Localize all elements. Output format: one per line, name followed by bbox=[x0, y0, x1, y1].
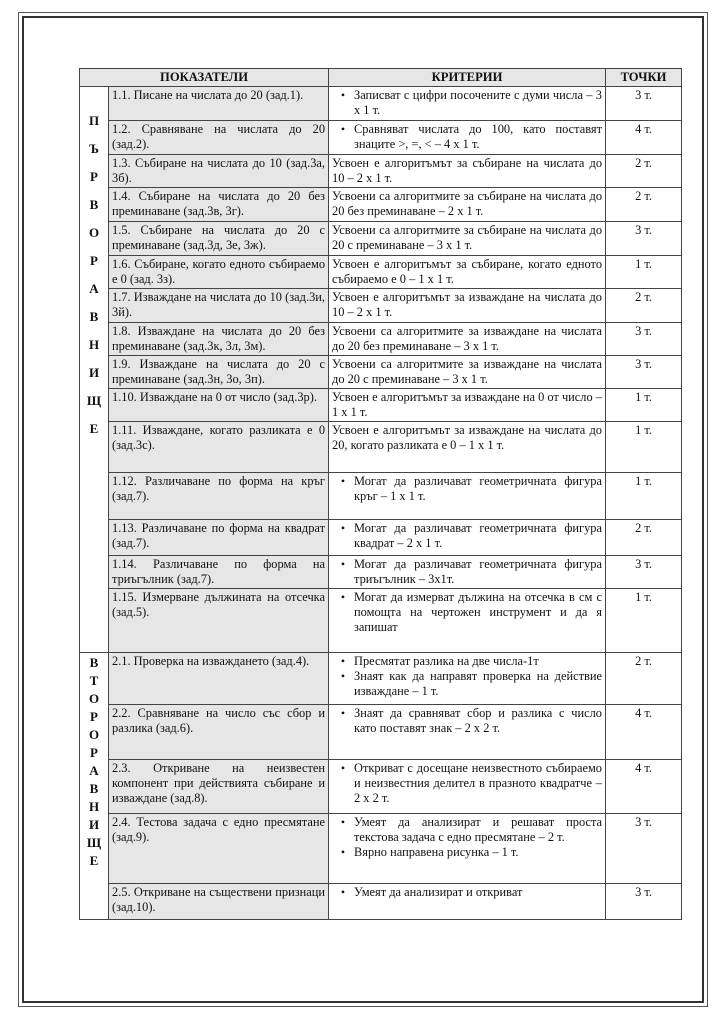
criteria-cell bbox=[329, 121, 606, 155]
criteria-cell bbox=[329, 760, 606, 814]
criteria-text: Вярно направена рисунка – 1 т. bbox=[354, 845, 519, 859]
table-row bbox=[80, 289, 682, 323]
indicator-cell: 2.3. Откриване на неизвестен компонент при действията събиране и изваждане (зад.8). bbox=[109, 760, 329, 814]
header-points: ТОЧКИ bbox=[606, 69, 682, 87]
level-letter: И bbox=[88, 817, 100, 832]
table-row bbox=[80, 87, 682, 121]
criteria-text: Знаят да сравняват сбор и разлика с число като поставят знак – 2 х 2 т. bbox=[354, 706, 603, 735]
criteria-cell bbox=[329, 705, 606, 760]
bullet-icon: • bbox=[340, 557, 346, 571]
level-letter: О bbox=[88, 727, 100, 742]
indicator-cell: 1.14. Различаване по форма на триъгълник (зад.7). bbox=[109, 556, 329, 589]
criteria-cell bbox=[329, 814, 606, 884]
points-cell: 1 т. bbox=[606, 422, 682, 473]
indicator-cell: 1.10. Изваждане на 0 от число (зад.3р). bbox=[109, 389, 329, 422]
criteria-text: Сравняват числата до 100, като поставят знаците >, =, < – 4 х 1 т. bbox=[354, 122, 603, 151]
criteria-text: Усвоени са алгоритмите за събиране на числата до 20 без преминаване – 2 х 1 т. bbox=[332, 189, 603, 218]
criteria-cell bbox=[329, 323, 606, 356]
criteria-cell bbox=[329, 188, 606, 222]
bullet-icon: • bbox=[340, 669, 346, 683]
points-cell: 3 т. bbox=[606, 222, 682, 256]
level-letter: Е bbox=[89, 421, 99, 436]
bullet-icon: • bbox=[340, 885, 346, 899]
level-letter: И bbox=[88, 365, 100, 380]
table-row bbox=[80, 653, 682, 705]
level-letter: Н bbox=[88, 799, 100, 814]
criteria-text: Умеят да анализират и решават проста текстова задача с едно пресмятане – 2 т. bbox=[354, 815, 603, 844]
indicator-cell: 1.7. Изваждане на числата до 10 (зад.3и, 3й). bbox=[109, 289, 329, 323]
indicator-cell: 2.5. Откриване на съществени признаци (зад.10). bbox=[109, 884, 329, 920]
bullet-icon: • bbox=[340, 521, 346, 535]
criteria-bullet-item bbox=[332, 845, 602, 860]
criteria-text: Знаят как да направят проверка на действие изваждане – 1 т. bbox=[354, 669, 603, 698]
criteria-text: Откриват с досещане неизвестното събираемо и неизвестния делител в празното квадратче – 2 х 2 т. bbox=[354, 761, 603, 805]
points-cell: 3 т. bbox=[606, 87, 682, 121]
points-cell: 2 т. bbox=[606, 653, 682, 705]
criteria-bullet-item bbox=[332, 521, 602, 551]
level-letter: Щ bbox=[86, 835, 102, 850]
level-letter: Р bbox=[90, 253, 98, 268]
bullet-icon: • bbox=[340, 815, 346, 829]
criteria-cell bbox=[329, 589, 606, 653]
criteria-text: Записват с цифри посочените с думи числа – 3 х 1 т. bbox=[354, 88, 603, 117]
level-letter: В bbox=[89, 655, 99, 670]
points-cell: 2 т. bbox=[606, 289, 682, 323]
table-row bbox=[80, 356, 682, 389]
table-row bbox=[80, 556, 682, 589]
level-letter: Щ bbox=[86, 393, 102, 408]
table-row bbox=[80, 760, 682, 814]
points-cell: 4 т. bbox=[606, 760, 682, 814]
criteria-bullet-item bbox=[332, 122, 602, 152]
criteria-bullet-item bbox=[332, 761, 602, 806]
criteria-text: Усвоени са алгоритмите за изваждане на числата до 20 с преминаване – 3 х 1 т. bbox=[332, 357, 603, 386]
level-letter: Р bbox=[90, 709, 98, 724]
indicator-cell: 2.2. Сравняване на число със сбор и разлика (зад.6). bbox=[109, 705, 329, 760]
level-letter: Ъ bbox=[89, 141, 99, 156]
indicator-cell: 1.11. Изваждане, когато разликата е 0 (зад.3с). bbox=[109, 422, 329, 473]
table-row bbox=[80, 222, 682, 256]
criteria-text: Могат да различават геометричната фигура триъгълник – 3х1т. bbox=[354, 557, 603, 586]
bullet-icon: • bbox=[340, 122, 346, 136]
criteria-text: Усвоен е алгоритъмът за изваждане на числата до 10 – 2 х 1 т. bbox=[332, 290, 603, 319]
criteria-bullet-item bbox=[332, 885, 602, 900]
level-label-second bbox=[80, 653, 109, 920]
level-letter: О bbox=[88, 691, 100, 706]
bullet-icon: • bbox=[340, 761, 346, 775]
indicator-cell: 1.9. Изваждане на числата до 20 с преминаване (зад.3н, 3о, 3п). bbox=[109, 356, 329, 389]
indicator-cell: 2.4. Тестова задача с едно пресмятане (зад.9). bbox=[109, 814, 329, 884]
header-indicators: ПОКАЗАТЕЛИ bbox=[80, 69, 329, 87]
criteria-text: Умеят да анализират и откриват bbox=[354, 885, 523, 899]
indicator-cell: 1.15. Измерване дължината на отсечка (зад.5). bbox=[109, 589, 329, 653]
table-row bbox=[80, 121, 682, 155]
level-letter: А bbox=[89, 763, 99, 778]
criteria-bullet-item bbox=[332, 88, 602, 118]
indicator-cell: 2.1. Проверка на изваждането (зад.4). bbox=[109, 653, 329, 705]
level-letter: П bbox=[88, 113, 100, 128]
level-letter: А bbox=[89, 281, 99, 296]
criteria-bullet-item bbox=[332, 590, 602, 635]
criteria-cell bbox=[329, 422, 606, 473]
criteria-cell bbox=[329, 222, 606, 256]
criteria-text: Могат да различават геометричната фигура квадрат – 2 х 1 т. bbox=[354, 521, 603, 550]
criteria-text: Пресмятат разлика на две числа-1т bbox=[354, 654, 539, 668]
criteria-bullet-item bbox=[332, 706, 602, 736]
bullet-icon: • bbox=[340, 474, 346, 488]
criteria-text: Усвоен е алгоритъмът за събиране, когато едното събираемо е 0 – 1 х 1 т. bbox=[332, 257, 603, 286]
points-cell: 3 т. bbox=[606, 884, 682, 920]
indicator-cell: 1.13. Различаване по форма на квадрат (зад.7). bbox=[109, 520, 329, 556]
criteria-text: Могат да измерват дължина на отсечка в см с помощта на чертожен инструмент и да я запишат bbox=[354, 590, 603, 634]
table-row bbox=[80, 520, 682, 556]
criteria-cell bbox=[329, 556, 606, 589]
table-header-row bbox=[80, 69, 682, 87]
criteria-text: Усвоен е алгоритъмът за събиране на числата до 10 – 2 х 1 т. bbox=[332, 156, 603, 185]
table-row bbox=[80, 256, 682, 289]
header-criteria: КРИТЕРИИ bbox=[329, 69, 606, 87]
points-cell: 1 т. bbox=[606, 589, 682, 653]
points-cell: 3 т. bbox=[606, 356, 682, 389]
level-label-first bbox=[80, 87, 109, 653]
criteria-cell bbox=[329, 884, 606, 920]
criteria-bullet-item bbox=[332, 654, 602, 669]
level-letter: Е bbox=[89, 853, 99, 868]
indicator-cell: 1.8. Изваждане на числата до 20 без преминаване (зад.3к, 3л, 3м). bbox=[109, 323, 329, 356]
points-cell: 2 т. bbox=[606, 188, 682, 222]
criteria-cell bbox=[329, 289, 606, 323]
criteria-text: Усвоени са алгоритмите за събиране на числата до 20 с преминаване – 3 х 1 т. bbox=[332, 223, 603, 252]
table-row bbox=[80, 188, 682, 222]
points-cell: 4 т. bbox=[606, 705, 682, 760]
table-row bbox=[80, 884, 682, 920]
table-row bbox=[80, 814, 682, 884]
bullet-icon: • bbox=[340, 654, 346, 668]
level-letter: Н bbox=[88, 337, 100, 352]
criteria-cell bbox=[329, 389, 606, 422]
assessment-table bbox=[79, 68, 682, 920]
points-cell: 3 т. bbox=[606, 814, 682, 884]
criteria-text: Усвоен е алгоритъмът за изваждане на 0 от число – 1 х 1 т. bbox=[332, 390, 603, 419]
bullet-icon: • bbox=[340, 88, 346, 102]
level-letter: Т bbox=[89, 673, 99, 688]
points-cell: 1 т. bbox=[606, 389, 682, 422]
table-row bbox=[80, 589, 682, 653]
table-row bbox=[80, 705, 682, 760]
criteria-text: Могат да различават геометричната фигура кръг – 1 х 1 т. bbox=[354, 474, 603, 503]
criteria-cell bbox=[329, 155, 606, 188]
criteria-bullet-item bbox=[332, 815, 602, 845]
indicator-cell: 1.3. Събиране на числата до 10 (зад.3а, 3б). bbox=[109, 155, 329, 188]
points-cell: 1 т. bbox=[606, 473, 682, 520]
level-letter: В bbox=[89, 781, 99, 796]
criteria-cell bbox=[329, 520, 606, 556]
indicator-cell: 1.1. Писане на числата до 20 (зад.1). bbox=[109, 87, 329, 121]
bullet-icon: • bbox=[340, 845, 346, 859]
criteria-cell bbox=[329, 87, 606, 121]
indicator-cell: 1.5. Събиране на числата до 20 с преминаване (зад.3д, 3е, 3ж). bbox=[109, 222, 329, 256]
points-cell: 4 т. bbox=[606, 121, 682, 155]
criteria-bullet-item bbox=[332, 474, 602, 504]
points-cell: 3 т. bbox=[606, 323, 682, 356]
points-cell: 3 т. bbox=[606, 556, 682, 589]
criteria-text: Усвоени са алгоритмите за изваждане на числата до 20 без преминаване – 3 х 1 т. bbox=[332, 324, 603, 353]
indicator-cell: 1.12. Различаване по форма на кръг (зад.7). bbox=[109, 473, 329, 520]
indicator-cell: 1.4. Събиране на числата до 20 без преминаване (зад.3в, 3г). bbox=[109, 188, 329, 222]
criteria-cell bbox=[329, 653, 606, 705]
bullet-icon: • bbox=[340, 706, 346, 720]
level-letter: Р bbox=[90, 169, 98, 184]
criteria-cell bbox=[329, 256, 606, 289]
points-cell: 2 т. bbox=[606, 155, 682, 188]
points-cell: 2 т. bbox=[606, 520, 682, 556]
level-letter: Р bbox=[90, 745, 98, 760]
indicator-cell: 1.6. Събиране, когато едното събираемо е 0 (зад. 3з). bbox=[109, 256, 329, 289]
table-row bbox=[80, 473, 682, 520]
table-row bbox=[80, 323, 682, 356]
level-letter: О bbox=[88, 225, 100, 240]
table-row bbox=[80, 155, 682, 188]
criteria-bullet-item bbox=[332, 669, 602, 699]
level-letter: В bbox=[89, 197, 99, 212]
criteria-bullet-item bbox=[332, 557, 602, 587]
indicator-cell: 1.2. Сравняване на числата до 20 (зад.2). bbox=[109, 121, 329, 155]
criteria-cell bbox=[329, 473, 606, 520]
table-row bbox=[80, 422, 682, 473]
criteria-cell bbox=[329, 356, 606, 389]
points-cell: 1 т. bbox=[606, 256, 682, 289]
table-row bbox=[80, 389, 682, 422]
bullet-icon: • bbox=[340, 590, 346, 604]
level-letter: В bbox=[89, 309, 99, 324]
criteria-text: Усвоен е алгоритъмът за изваждане на числата до 20, когато разликата е 0 – 1 х 1 т. bbox=[332, 423, 603, 452]
